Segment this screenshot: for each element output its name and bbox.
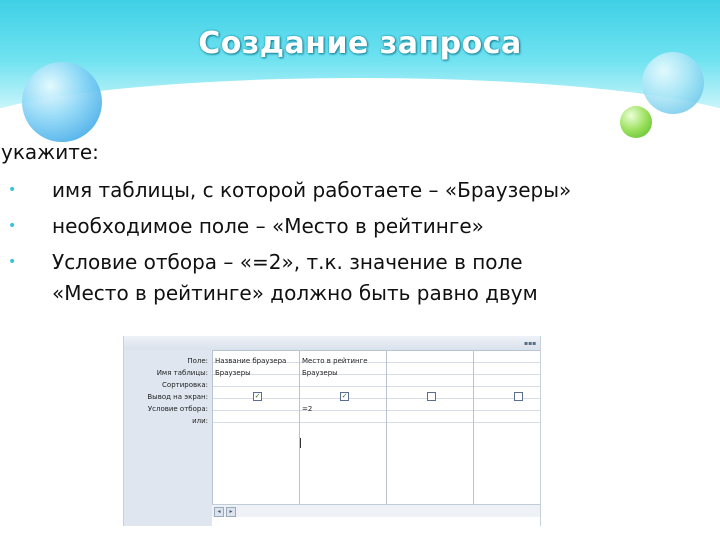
grid-top-bar [124, 336, 540, 351]
decorative-bubble-green [620, 106, 652, 138]
row-label-table: Имя таблицы: [156, 369, 208, 377]
grid-column-4[interactable] [473, 350, 541, 514]
grid-column-2[interactable] [299, 350, 386, 514]
scroll-left-icon[interactable]: ◂ [214, 507, 224, 517]
bullet-list [0, 172, 700, 308]
slide-body [0, 138, 700, 308]
cell-field[interactable]: Название браузера [215, 357, 287, 365]
bullet-text: имя таблицы, с которой работаете – «Браузеры» [52, 178, 572, 202]
bullet-dot-icon: • [8, 218, 17, 234]
horizontal-scrollbar[interactable] [212, 504, 540, 517]
bullet-text-continuation: «Место в рейтинге» должно быть равно двум [52, 281, 538, 305]
bullet-item [0, 172, 700, 208]
row-label-or: или: [192, 417, 208, 425]
bullet-text: необходимое поле – «Место в рейтинге» [52, 214, 484, 238]
show-checkbox-unchecked[interactable] [514, 392, 523, 401]
intro-text: укажите: [1, 140, 99, 164]
row-label-criteria: Условие отбора: [147, 405, 208, 413]
decorative-bubble-left [22, 62, 102, 142]
bullet-text: Условие отбора – «=2», т.к. значение в поле [52, 250, 523, 274]
decorative-bubble-right [642, 52, 704, 114]
show-checkbox-checked[interactable]: ✓ [341, 392, 348, 400]
text-cursor-icon [300, 438, 301, 448]
scroll-right-icon[interactable]: ▸ [226, 507, 236, 517]
row-label-column [124, 350, 212, 526]
row-label-sort: Сортировка: [162, 381, 208, 389]
bullet-dot-icon: • [8, 254, 17, 270]
grid-menu-icon: ▪▪▪ [524, 340, 537, 347]
cell-field[interactable]: Место в рейтинге [302, 357, 368, 365]
bullet-item [0, 244, 700, 308]
cell-criteria[interactable]: =2 [302, 405, 313, 413]
grid-column-3[interactable] [386, 350, 473, 514]
slide-title: Создание запроса [198, 26, 522, 61]
show-checkbox-checked[interactable]: ✓ [254, 392, 261, 400]
row-label-show: Вывод на экран: [147, 393, 208, 401]
bullet-dot-icon: • [8, 182, 17, 198]
cell-table[interactable]: Браузеры [302, 369, 338, 377]
grid-column-1[interactable] [212, 350, 299, 514]
row-label-field: Поле: [187, 357, 208, 365]
show-checkbox-unchecked[interactable] [427, 392, 436, 401]
bullet-item [0, 208, 700, 244]
cell-table[interactable]: Браузеры [215, 369, 251, 377]
query-design-grid [123, 336, 541, 526]
